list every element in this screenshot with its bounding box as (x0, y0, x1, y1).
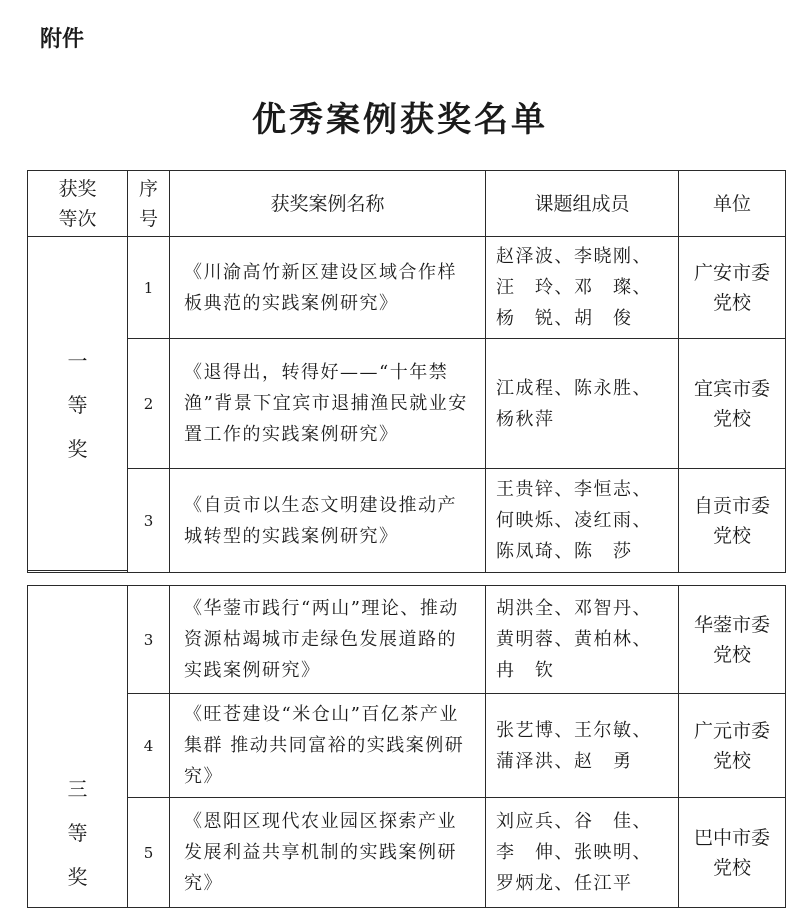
header-unit: 单位 (679, 171, 786, 237)
member-line: 王贵锌、李恒志、 (496, 479, 652, 500)
member-line: 赵泽波、李晓刚、 (496, 246, 652, 267)
case-name: 《川渝高竹新区建设区域合作样板典范的实践案例研究》 (170, 237, 486, 339)
member-line: 李 伸、张映明、 (496, 842, 652, 863)
member-line: 杨 锐、胡 俊 (496, 308, 633, 329)
case-members (486, 339, 679, 469)
table-row (28, 694, 786, 798)
case-unit: 自贡市委党校 (679, 469, 786, 573)
member-line: 黄明蓉、黄柏林、 (496, 629, 652, 650)
case-unit: 广元市委党校 (679, 694, 786, 798)
member-line: 江成程、陈永胜、 (496, 377, 652, 399)
member-line: 刘应兵、谷 佳、 (496, 811, 652, 832)
table-row (28, 339, 786, 469)
table-row (28, 237, 786, 339)
member-line: 张艺博、王尔敏、 (496, 719, 652, 741)
case-unit: 巴中市委党校 (679, 798, 786, 908)
case-name: 《恩阳区现代农业园区探索产业发展利益共享机制的实践案例研究》 (170, 798, 486, 908)
member-line: 冉 钦 (496, 660, 555, 681)
rank-char: 一 (67, 348, 88, 373)
member-line: 何映烁、凌红雨、 (496, 510, 652, 531)
case-members (486, 469, 679, 573)
member-line: 蒲泽洪、赵 勇 (496, 750, 633, 772)
case-members (486, 586, 679, 694)
award-table-third (27, 585, 786, 908)
header-row (28, 171, 786, 237)
row-seq: 5 (128, 798, 170, 908)
rank-char: 奖 (67, 865, 88, 889)
case-name: 《华蓥市践行“两山”理论、推动资源枯竭城市走绿色发展道路的实践案例研究》 (170, 586, 486, 694)
header-rank: 获奖等次 (28, 171, 128, 237)
member-line: 胡洪全、邓智丹、 (496, 598, 652, 619)
rank-third-prize (28, 586, 128, 908)
row-seq: 1 (128, 237, 170, 339)
rank-char: 三 (67, 777, 88, 801)
attachment-label: 附件 (40, 27, 85, 52)
rank-char: 等 (67, 392, 88, 417)
table-row (28, 586, 786, 694)
page-title: 优秀案例获奖名单 (252, 100, 548, 140)
rank-first-prize (28, 237, 128, 573)
member-line: 罗炳龙、任江平 (496, 873, 633, 894)
case-members (486, 237, 679, 339)
row-seq: 4 (128, 694, 170, 798)
member-line: 陈凤琦、陈 莎 (496, 541, 633, 562)
row-seq: 3 (128, 586, 170, 694)
case-unit: 华蓥市委党校 (679, 586, 786, 694)
header-seq: 序号 (128, 171, 170, 237)
table-row (28, 798, 786, 908)
table-row (28, 469, 786, 573)
row-seq: 3 (128, 469, 170, 573)
row-seq: 2 (128, 339, 170, 469)
header-members: 课题组成员 (486, 171, 679, 237)
rank-char: 等 (67, 821, 88, 845)
table-divider (27, 570, 127, 571)
case-members (486, 694, 679, 798)
header-case-name: 获奖案例名称 (170, 171, 486, 237)
case-name: 《自贡市以生态文明建设推动产城转型的实践案例研究》 (170, 469, 486, 573)
award-table-first (27, 170, 786, 573)
member-line: 杨秋萍 (496, 408, 555, 430)
case-unit: 宜宾市委党校 (679, 339, 786, 469)
case-name: 《旺苍建设“米仓山”百亿茶产业集群 推动共同富裕的实践案例研究》 (170, 694, 486, 798)
rank-char: 奖 (67, 436, 88, 461)
case-name: 《退得出，转得好——“十年禁渔”背景下宜宾市退捕渔民就业安置工作的实践案例研究》 (170, 339, 486, 469)
case-members (486, 798, 679, 908)
member-line: 汪 玲、邓 璨、 (496, 277, 652, 298)
case-unit: 广安市委党校 (679, 237, 786, 339)
